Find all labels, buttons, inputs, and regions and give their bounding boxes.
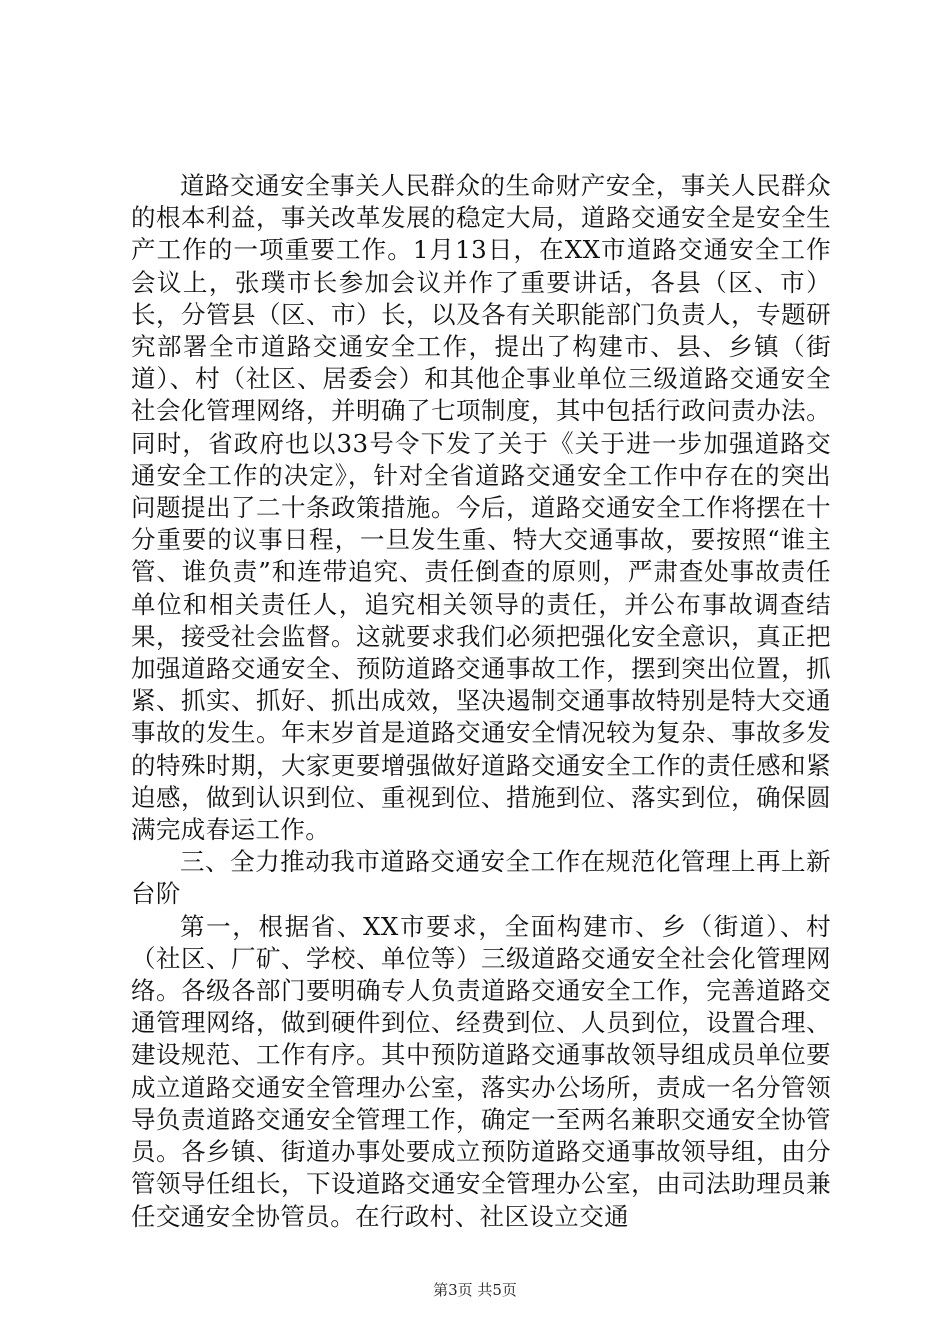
document-body bbox=[131, 170, 831, 1233]
page-footer: 第3页 共5页 bbox=[433, 1281, 517, 1299]
paragraph-first-measure: 第一，根据省、XX市要求，全面构建市、乡（街道）、村（社区、厂矿、学校、单位等）三级道路交通安全社会化管理网络。各级各部门要明确专人负责道路交通安全工作，完善道路交通管理网络，做到硬件到位、经费到位、人员到位，设置合理、建设规范、工作有序。其中预防道路交通事故领导组成员单位要成立道路交通安全管理办公室，落实办公场所，责成一名分管领导负责道路交通安全管理工作，确定一至两名兼职交通安全协管员。各乡镇、街道办事处要成立预防道路交通事故领导组，由分管领导任组长，下设道路交通安全管理办公室，由司法助理员兼任交通安全协管员。在行政村、社区设立交通 bbox=[131, 911, 831, 1231]
section-heading-three: 三、全力推动我市道路交通安全工作在规范化管理上再上新台阶 bbox=[131, 847, 831, 909]
paragraph-road-safety-importance: 道路交通安全事关人民群众的生命财产安全，事关人民群众的根本利益，事关改革发展的稳定大局，道路交通安全是安全生产工作的一项重要工作。1月13日，在XX市道路交通安全工作会议上，张璞市长参加会议并作了重要讲话，各县（区、市）长，分管县（区、市）长，以及各有关职能部门负责人，专题研究部署全市道路交通安全工作，提出了构建市、县、乡镇（街道）、村（社区、居委会）和其他企事业单位三级道路交通安全社会化管理网络，并明确了七项制度，其中包括行政问责办法。同时，省政府也以33号令下发了关于《关于进一步加强道路交通安全工作的决定》，针对全省道路交通安全工作中存在的突出问题提出了二十条政策措施。今后，道路交通安全工作将摆在十分重要的议事日程，一旦发生重、特大交通事故，要按照“谁主管、谁负责”和连带追究、责任倒查的原则，严肃查处事故责任单位和相关责任人，追究相关领导的责任，并公布事故调查结果，接受社会监督。这就要求我们必须把强化安全意识，真正把加强道路交通安全、预防道路交通事故工作，摆到突出位置，抓紧、抓实、抓好、抓出成效，坚决遏制交通事故特别是特大交通事故的发生。年末岁首是道路交通安全情况较为复杂、事故多发的特殊时期，大家更要增强做好道路交通安全工作的责任感和紧迫感，做到认识到位、重视到位、措施到位、落实到位，确保圆满完成春运工作。 bbox=[131, 171, 831, 845]
